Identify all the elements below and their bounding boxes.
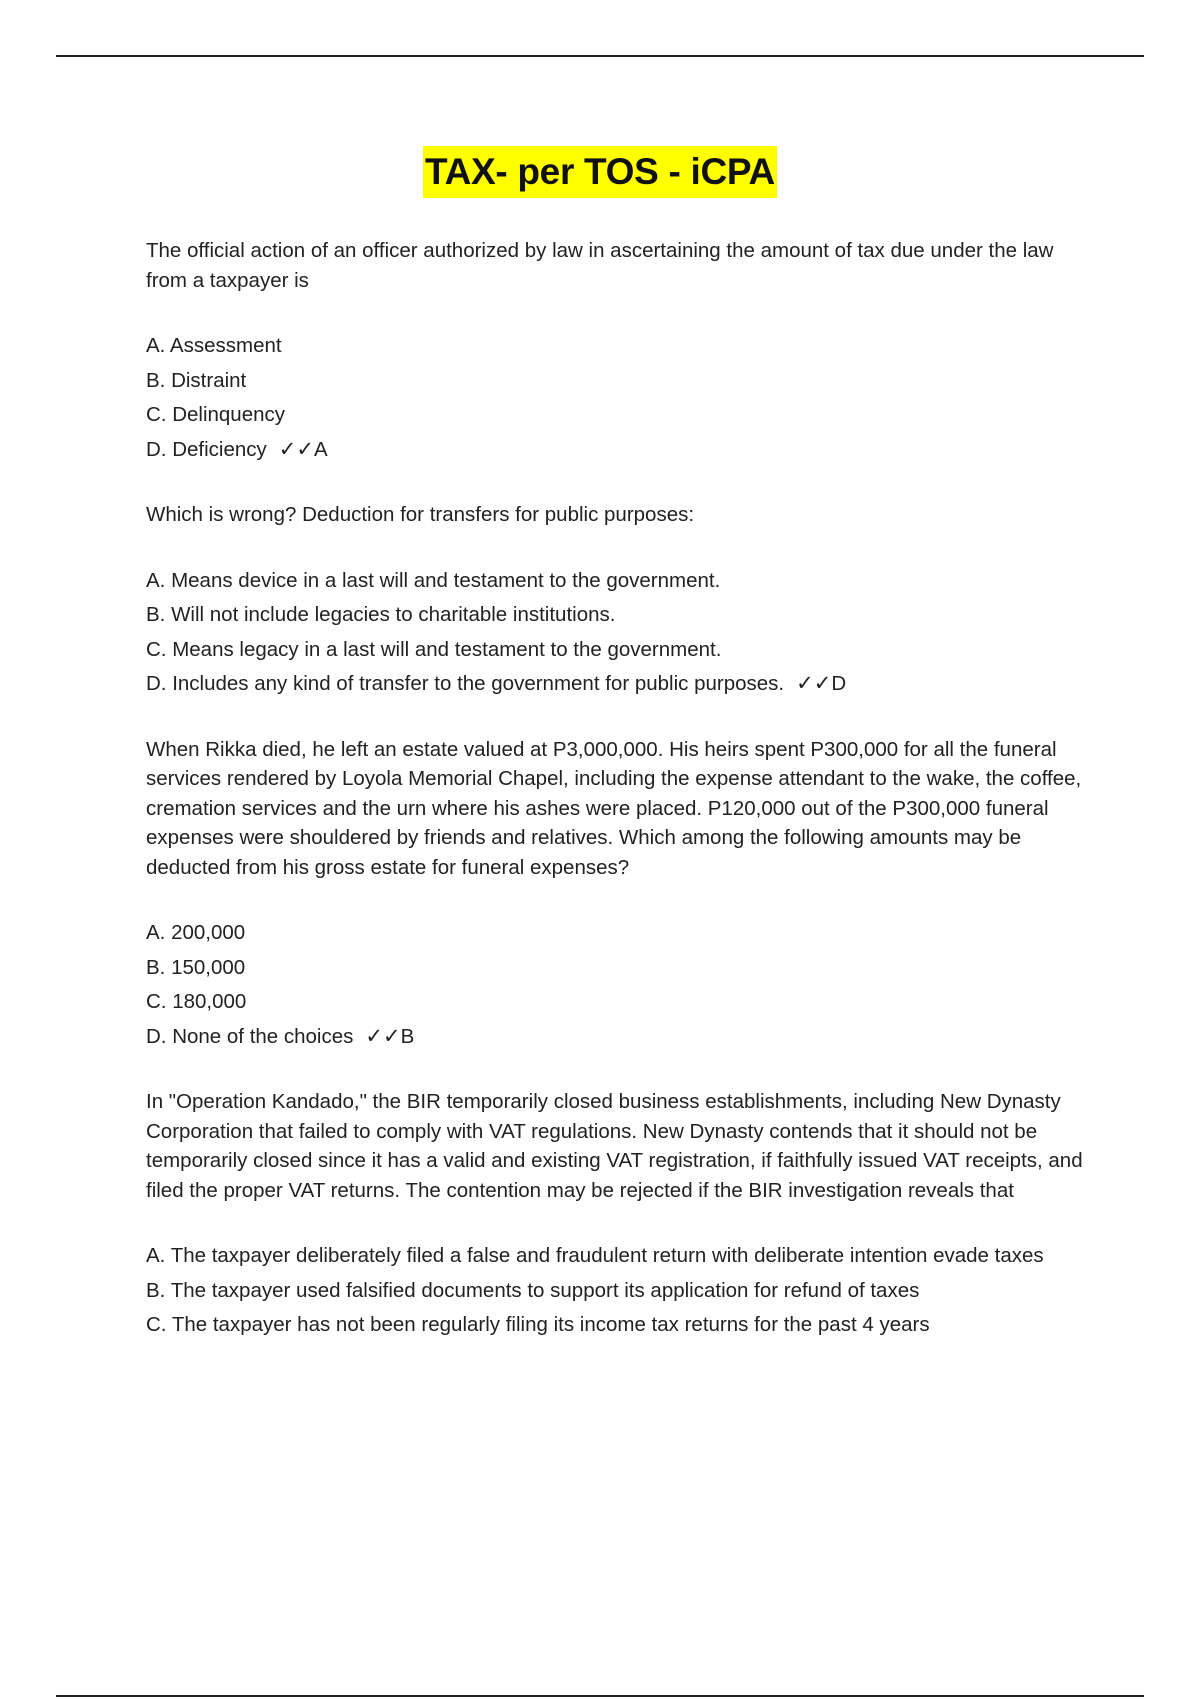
answer-letter: A: [313, 437, 328, 461]
options-list: [146, 331, 1096, 464]
option-item: C. Means legacy in a last will and testament to the government.: [146, 637, 722, 661]
option-item: A. Assessment: [146, 334, 282, 357]
question-block: [146, 1087, 1096, 1340]
option-item: B. Distraint: [146, 368, 247, 392]
option-item: C. Delinquency: [146, 403, 286, 426]
options-list: [146, 566, 1096, 699]
top-rule: [56, 55, 1144, 57]
option-item: A. 200,000: [146, 921, 246, 944]
question-stem: Which is wrong? Deduction for transfers for public purposes:: [146, 503, 695, 526]
bottom-rule: [56, 1695, 1144, 1697]
option-item-with-answer: [146, 1022, 1096, 1052]
option-item: C. The taxpayer has not been regularly filing its income tax returns for the past 4 years: [146, 1313, 930, 1336]
option-item: B. The taxpayer used falsified documents to support its application for refund of taxes: [146, 1278, 920, 1302]
question-stem: The official action of an officer authorized by law in ascertaining the amount of tax due under the law from a taxpayer is: [146, 239, 1054, 292]
option-text: D. Includes any kind of transfer to the government for public purposes.: [146, 672, 785, 695]
question-stem: When Rikka died, he left an estate valued at P3,000,000. His heirs spent P300,000 for all the funeral services rendered by Loyola Memorial Chapel, including the expense attendant to the wake, the coffee, cremation services and the urn where his ashes were placed. P120,000 out of the P300,000 funeral expenses were shouldered by friends and relatives. Which among the following amounts may be deducted from his gross estate for funeral expenses?: [146, 737, 1082, 879]
question-block: [146, 500, 1096, 699]
option-text: D. Deficiency: [146, 437, 267, 461]
answer-letter: B: [400, 1024, 415, 1048]
double-check-icon: ✓✓: [278, 436, 314, 461]
document-title: TAX- per TOS - iCPA: [423, 146, 777, 198]
option-item-with-answer: [146, 669, 1096, 699]
option-item: B. Will not include legacies to charitable institutions.: [146, 603, 616, 626]
double-check-icon: ✓✓: [365, 1023, 401, 1048]
question-block: [146, 735, 1096, 1052]
answer-key: [279, 438, 328, 461]
options-list: [146, 918, 1096, 1051]
double-check-icon: ✓✓: [796, 671, 832, 695]
option-item: A. The taxpayer deliberately filed a false and fraudulent return with deliberate intention evade taxes: [146, 1244, 1044, 1267]
option-item: A. Means device in a last will and testament to the government.: [146, 568, 721, 592]
title-wrap: [0, 146, 1200, 198]
question-stem: In "Operation Kandado," the BIR temporarily closed business establishments, including New Dynasty Corporation that failed to comply with VAT regulations. New Dynasty contends that it should not be temporarily closed since it has a valid and existing VAT registration, if faithfully issued VAT receipts, and filed the proper VAT returns. The contention may be rejected if the BIR investigation reveals that: [146, 1090, 1083, 1202]
answer-letter: D: [831, 672, 847, 695]
option-text: D. None of the choices: [146, 1024, 354, 1048]
option-item-with-answer: [146, 435, 1096, 465]
answer-key: [796, 672, 846, 695]
options-list: [146, 1241, 1096, 1340]
question-block: [146, 236, 1096, 464]
answer-key: [365, 1025, 414, 1048]
option-item: B. 150,000: [146, 955, 246, 979]
option-item: C. 180,000: [146, 990, 247, 1013]
document-body: [146, 236, 1096, 1376]
